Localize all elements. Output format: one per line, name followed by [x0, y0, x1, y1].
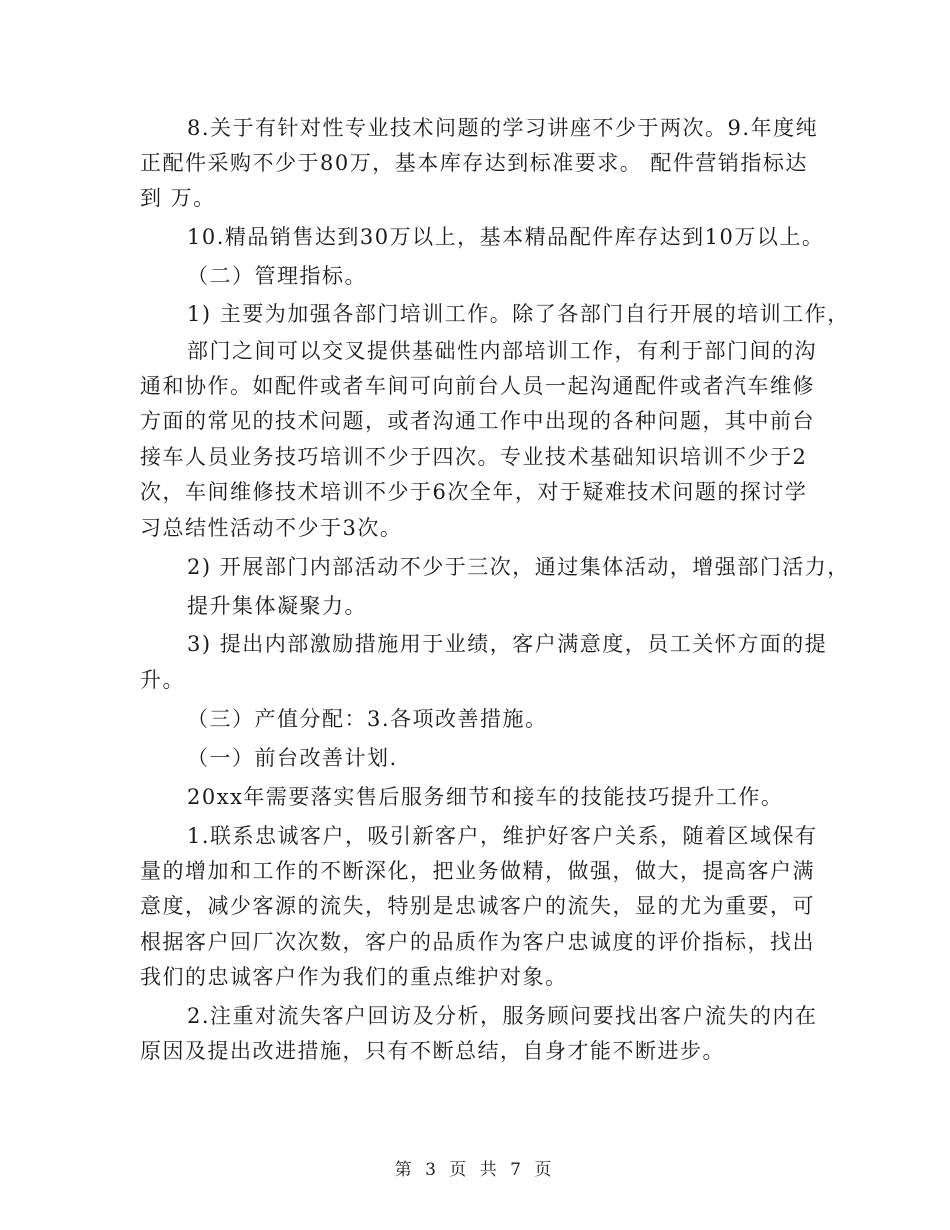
paragraph-line: 原因及提出改进措施，只有不断总结，自身才能不断进步。 — [140, 1039, 725, 1063]
paragraph-line: 10.精品销售达到30万以上，基本精品配件库存达到10万以上。 — [187, 225, 825, 249]
paragraph-line: 次，车间维修技术培训不少于6次全年，对于疑难技术问题的探讨学 — [140, 480, 808, 504]
paragraph-line: 2.注重对流失客户回访及分析，服务顾问要找出客户流失的内在 — [187, 1004, 818, 1028]
paragraph-line: 习总结性活动不少于3次。 — [140, 516, 403, 540]
paragraph-line: 提升集体凝聚力。 — [187, 594, 367, 618]
paragraph-line: 升。 — [140, 668, 185, 692]
paragraph-line: 通和协作。如配件或者车间可向前台人员一起沟通配件或者汽车维修 — [140, 374, 815, 398]
paragraph-line: 方面的常见的技术问题，或者沟通工作中出现的各种问题，其中前台 — [140, 409, 815, 433]
paragraph-line: 根据客户回厂次次数，客户的品质作为客户忠诚度的评价指标，找出 — [140, 930, 815, 954]
paragraph-line: 意度，减少客源的流失，特别是忠诚客户的流失，显的尤为重要，可 — [140, 894, 815, 918]
paragraph-line: 1) 主要为加强各部门培训工作。除了各部门自行开展的培训工作， — [187, 302, 850, 326]
page-number-footer: 第 3 页 共 7 页 — [394, 1160, 556, 1180]
paragraph-line: 部门之间可以交叉提供基础性内部培训工作，有利于部门间的沟 — [187, 339, 817, 363]
paragraph-line: 2) 开展部门内部活动不少于三次，通过集体活动，增强部门活力， — [187, 555, 850, 579]
paragraph-line: 1.联系忠诚客户，吸引新客户，维护好客户关系，随着区域保有 — [187, 824, 818, 848]
paragraph-line: 我们的忠诚客户作为我们的重点维护对象。 — [140, 965, 568, 989]
paragraph-line: 接车人员业务技巧培训不少于四次。专业技术基础知识培训不少于2 — [140, 445, 808, 469]
paragraph-line: 正配件采购不少于80万，基本库存达到标准要求。 配件营销指标达 — [140, 151, 808, 175]
paragraph-line: 量的增加和工作的不断深化，把业务做精，做强，做大，提高客户满 — [140, 859, 815, 883]
section-heading: （一）前台改善计划. — [187, 746, 398, 770]
paragraph-line: 8.关于有针对性专业技术问题的学习讲座不少于两次。9.年度纯 — [187, 116, 819, 140]
paragraph-line: 20xx年需要落实售后服务细节和接车的技能技巧提升工作。 — [187, 785, 784, 809]
paragraph-line: 3) 提出内部激励措施用于业绩，客户满意度，员工关怀方面的提 — [187, 632, 828, 656]
section-heading: （二）管理指标。 — [187, 264, 367, 288]
section-heading: （三）产值分配：3.各项改善措施。 — [187, 707, 548, 731]
paragraph-line: 到 万。 — [140, 186, 216, 210]
